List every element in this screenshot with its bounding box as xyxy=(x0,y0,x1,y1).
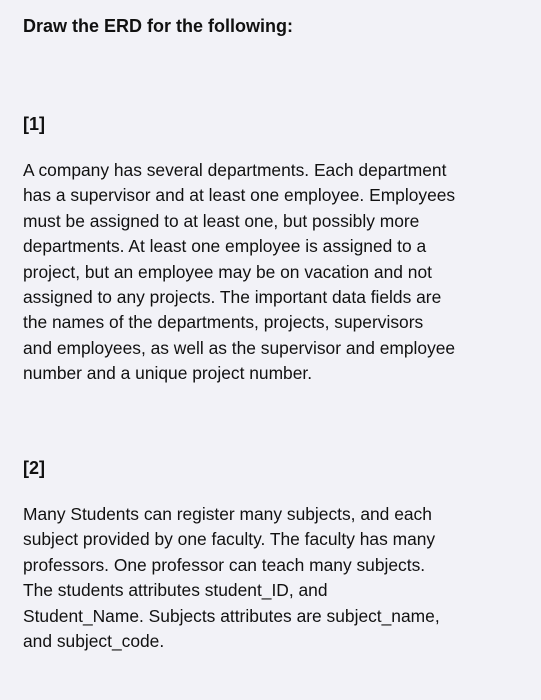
paragraph-line: departments. At least one employee is assigned to a xyxy=(23,236,427,257)
paragraph-line: Many Students can register many subjects, and each xyxy=(23,504,432,524)
paragraph-line: professors. One professor can teach many subjects. xyxy=(23,554,426,575)
section-1-label: [1] xyxy=(23,114,45,134)
document-heading: Draw the ERD for the following: xyxy=(23,16,293,36)
section-1-paragraph xyxy=(23,158,535,387)
paragraph-line: and subject_code. xyxy=(23,631,165,652)
paragraph-line: has a supervisor and at least one employee. Employees xyxy=(23,185,456,206)
paragraph-line: A company has several departments. Each department xyxy=(23,160,447,180)
paragraph-line: number and a unique project number. xyxy=(23,363,313,384)
paragraph-line: must be assigned to at least one, but possibly more xyxy=(23,210,420,231)
section-2-label: [2] xyxy=(23,458,45,478)
paragraph-line: Student_Name. Subjects attributes are subject_name, xyxy=(23,605,440,626)
section-2-paragraph xyxy=(23,502,535,654)
paragraph-line: project, but an employee may be on vacation and not xyxy=(23,261,432,282)
paragraph-line: subject provided by one faculty. The faculty has many xyxy=(23,529,436,550)
paragraph-line: assigned to any projects. The important data fields are xyxy=(23,287,442,308)
paragraph-line: and employees, as well as the supervisor and employee xyxy=(23,337,456,358)
paragraph-line: the names of the departments, projects, supervisors xyxy=(23,312,424,333)
paragraph-line: The students attributes student_ID, and xyxy=(23,580,328,601)
